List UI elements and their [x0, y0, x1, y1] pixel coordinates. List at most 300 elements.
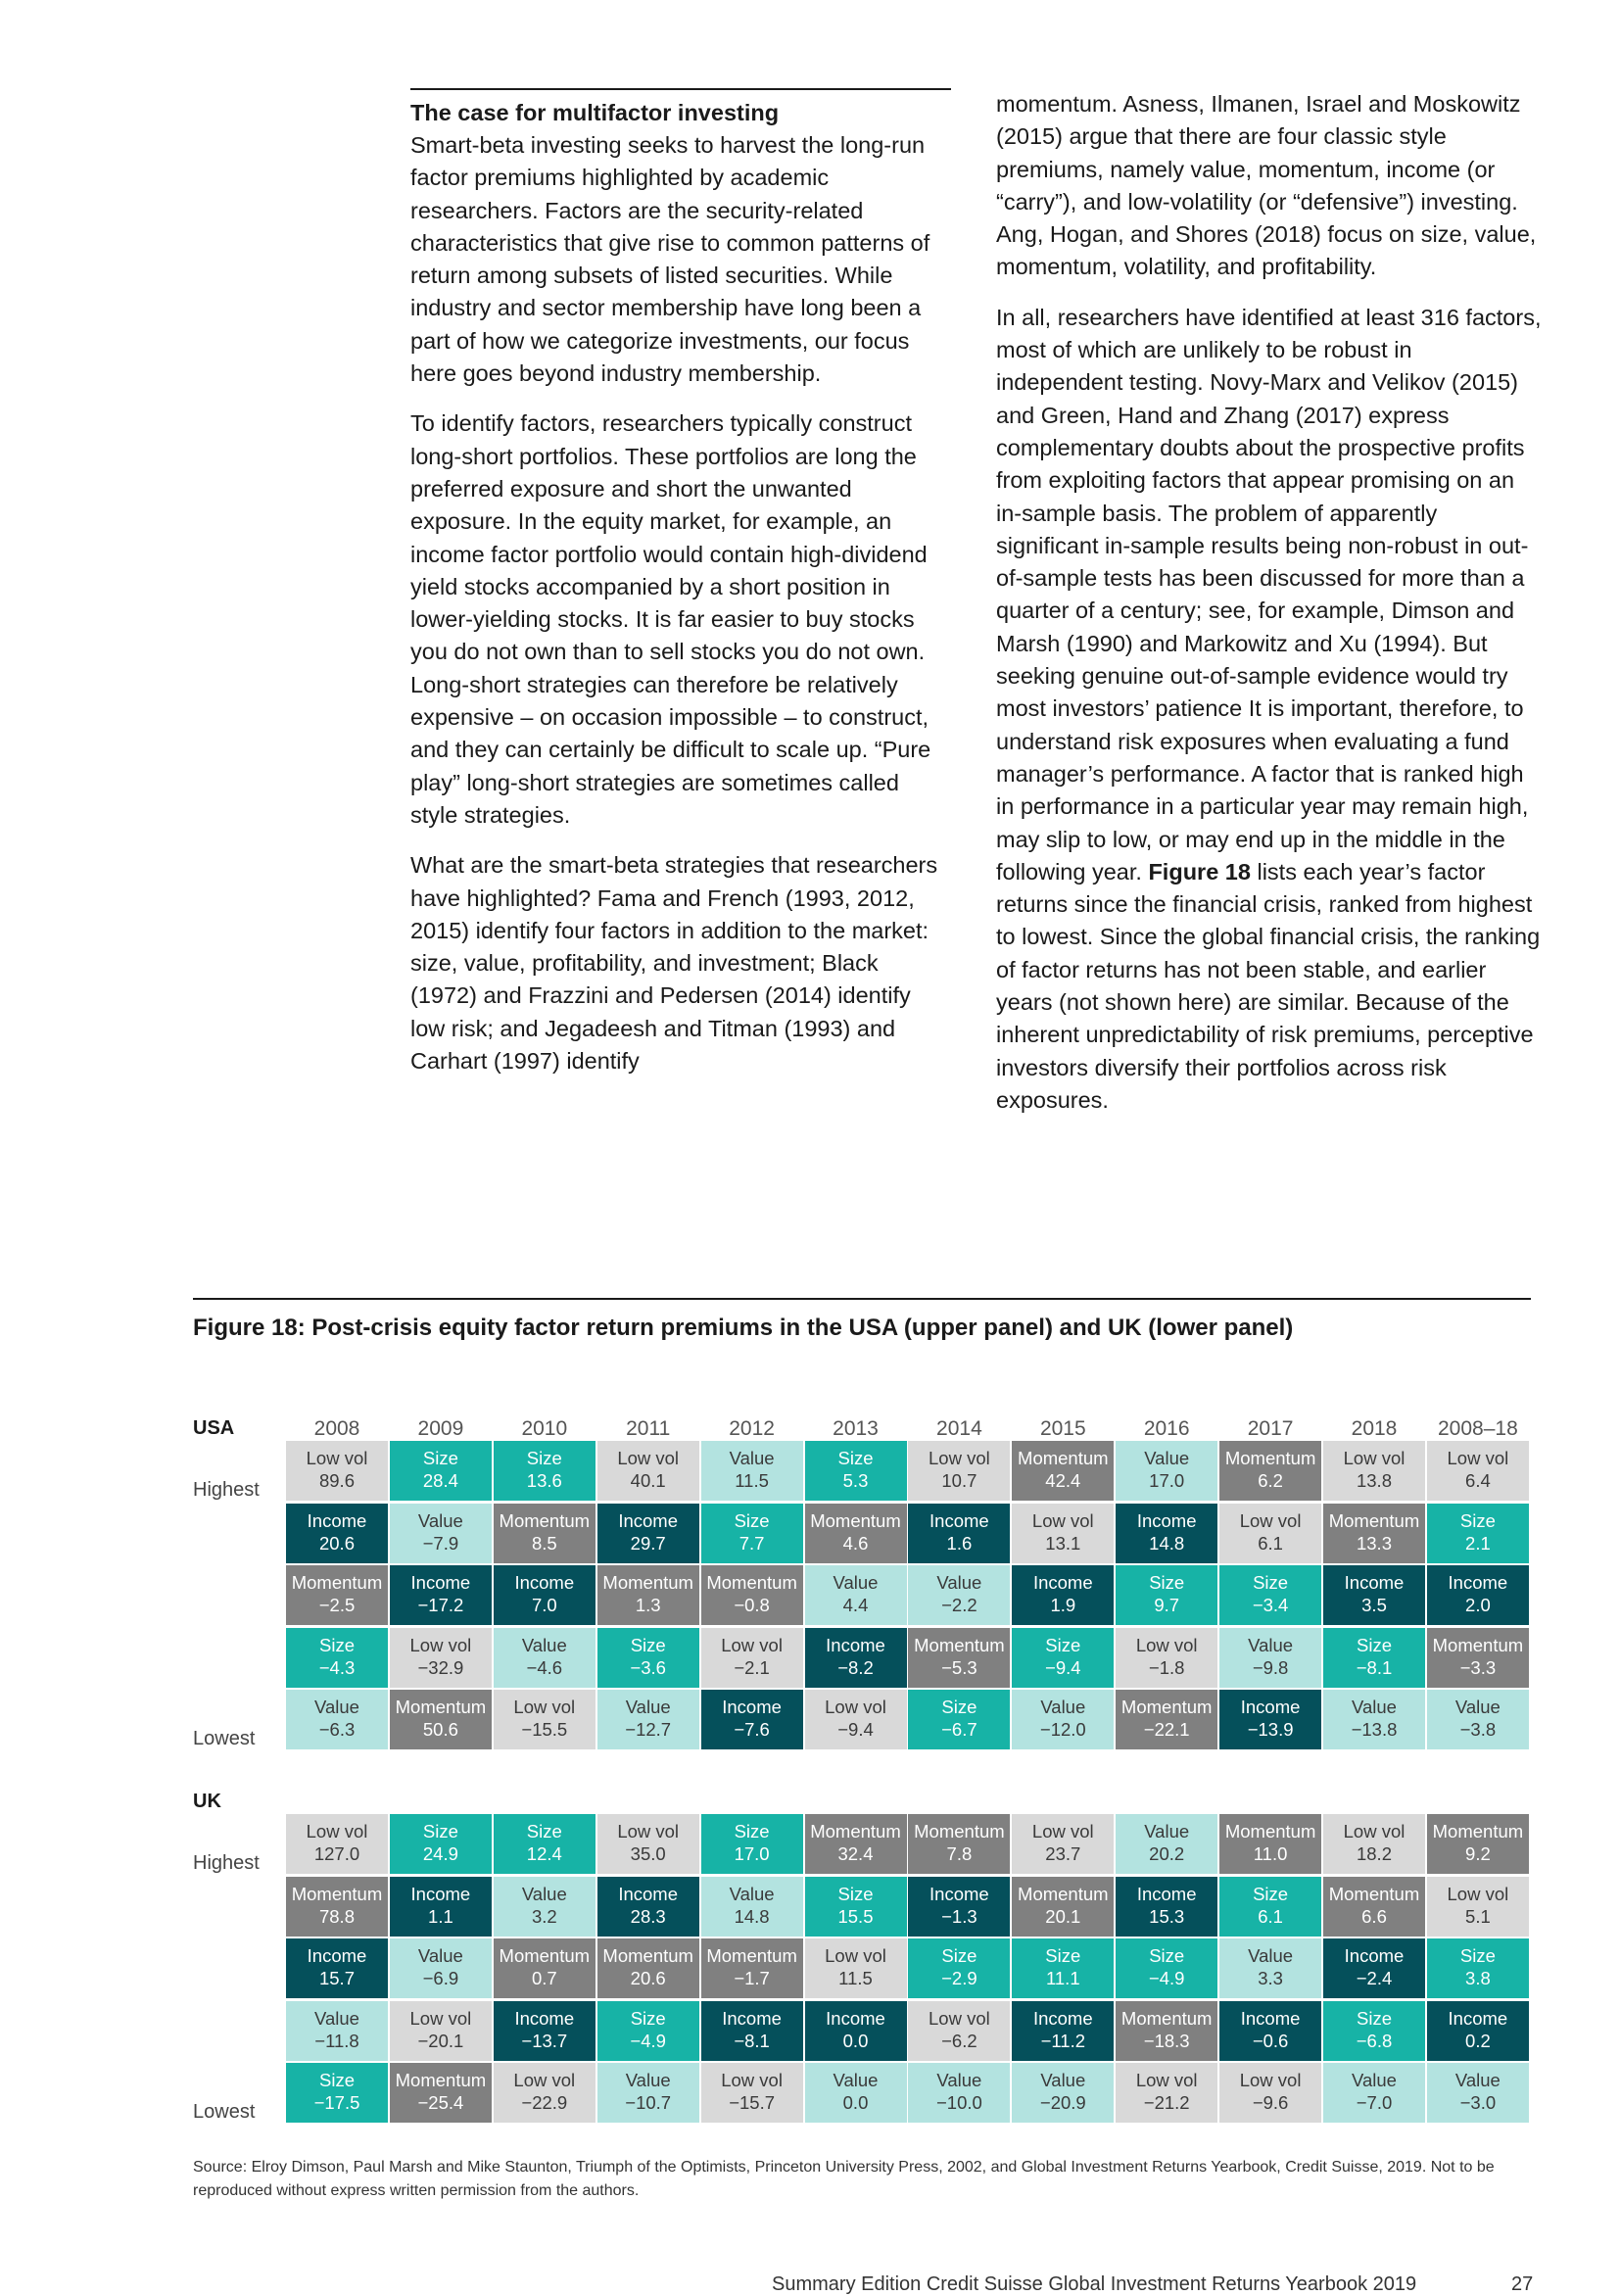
factor-cell: [701, 1690, 803, 1749]
factor-return: 1.9: [1050, 1595, 1076, 1615]
factor-name: Momentum: [1120, 2007, 1213, 2029]
factor-return: 7.8: [946, 1843, 973, 1864]
factor-name: Size: [941, 1945, 977, 1966]
factor-name: Size: [319, 1634, 355, 1655]
factor-name: Momentum: [1432, 1821, 1524, 1842]
factor-name: Low vol: [513, 2070, 576, 2090]
factor-cell: [1116, 2001, 1217, 2061]
factor-name: Momentum: [395, 2070, 487, 2090]
factor-cell: [1323, 1441, 1425, 1501]
factor-cell: [805, 2063, 907, 2123]
factor-cell: [1427, 1628, 1529, 1688]
factor-name: Income: [618, 1883, 679, 1904]
factor-return: −11.2: [1040, 2030, 1086, 2051]
factor-name: Low vol: [1135, 2070, 1198, 2090]
factor-return: 3.8: [1465, 1968, 1491, 1988]
factor-name: Low vol: [409, 2007, 472, 2029]
factor-cell: [701, 1504, 803, 1563]
factor-return: −2.5: [318, 1595, 356, 1615]
factor-name: Income: [826, 1634, 885, 1655]
factor-return: −9.4: [1045, 1656, 1081, 1678]
factor-cell: [1219, 2063, 1321, 2123]
factor-name: Momentum: [706, 1945, 797, 1966]
factor-cell: [286, 2001, 388, 2061]
factor-cell: [701, 1565, 803, 1625]
factor-name: Value: [1144, 1821, 1190, 1842]
factor-name: Size: [837, 1883, 874, 1904]
factor-name: Size: [941, 1697, 977, 1717]
factor-return: 9.2: [1465, 1843, 1491, 1864]
factor-return: −2.1: [734, 1656, 770, 1678]
factor-name: Momentum: [499, 1945, 591, 1966]
factor-return: 14.8: [734, 1905, 770, 1927]
factor-cell: [597, 1565, 699, 1625]
factor-cell: [597, 1877, 699, 1937]
factor-return: −4.3: [318, 1656, 356, 1678]
factor-return: 10.7: [941, 1470, 977, 1491]
factor-cell: [390, 1814, 492, 1874]
factor-name: Value: [417, 1509, 463, 1531]
factor-name: Low vol: [721, 1634, 783, 1655]
factor-name: Size: [422, 1448, 458, 1468]
factor-return: 18.2: [1356, 1843, 1392, 1864]
factor-name: Low vol: [1343, 1448, 1406, 1468]
factor-name: Income: [514, 2007, 575, 2029]
factor-cell: [908, 1814, 1010, 1874]
factor-return: −9.6: [1252, 2092, 1289, 2113]
factor-return: 42.4: [1045, 1470, 1081, 1491]
factor-cell: [390, 1565, 492, 1625]
factor-cell: [1219, 1628, 1321, 1688]
factor-name: Low vol: [306, 1821, 368, 1842]
factor-cell: [494, 1690, 596, 1749]
factor-cell: [494, 1504, 596, 1563]
factor-name: Momentum: [1328, 1883, 1420, 1904]
factor-name: Value: [521, 1634, 567, 1655]
right-paragraph-2: [996, 302, 1545, 1117]
factor-cell: [805, 1628, 907, 1688]
factor-cell: [805, 1877, 907, 1937]
factor-name: Momentum: [1018, 1883, 1109, 1904]
factor-name: Size: [1149, 1572, 1185, 1593]
factor-cell: [390, 1628, 492, 1688]
factor-return: −5.3: [941, 1656, 977, 1678]
factor-name: Income: [1448, 2007, 1508, 2029]
factor-cell: [1116, 1628, 1217, 1688]
factor-return: 20.1: [1045, 1905, 1081, 1927]
factor-name: Size: [630, 2007, 666, 2029]
factor-return: −9.4: [837, 1719, 874, 1740]
panel-label-usa: USA: [193, 1417, 235, 1439]
factor-return: 15.3: [1149, 1905, 1185, 1927]
factor-name: Low vol: [306, 1448, 368, 1468]
year-header: 2015: [1039, 1417, 1086, 1440]
factor-return: −6.9: [422, 1968, 459, 1988]
factor-return: 2.0: [1465, 1595, 1491, 1615]
factor-return: 50.6: [422, 1719, 458, 1740]
factor-name: Value: [1248, 1634, 1294, 1655]
factor-cell: [805, 1938, 907, 1998]
factor-return: 11.5: [735, 1470, 769, 1491]
factor-name: Size: [1045, 1945, 1081, 1966]
factor-name: Momentum: [1328, 1509, 1420, 1531]
factor-return: −3.8: [1459, 1719, 1497, 1740]
factor-cell: [1116, 1938, 1217, 1998]
factor-cell: [1116, 1565, 1217, 1625]
factor-name: Income: [514, 1572, 575, 1593]
factor-cell: [1323, 2063, 1425, 2123]
factor-name: Income: [1240, 1697, 1301, 1717]
factor-cell: [701, 1814, 803, 1874]
figure-title: Figure 18: Post-crisis equity factor return premiums in the USA (upper panel) and UK (lower panel): [193, 1315, 1294, 1341]
factor-name: Size: [319, 2070, 355, 2090]
factor-cell: [1012, 2001, 1114, 2061]
factor-name: Size: [734, 1509, 770, 1531]
factor-name: Size: [1253, 1883, 1289, 1904]
factor-return: 12.4: [526, 1843, 562, 1864]
factor-name: Value: [1352, 1697, 1397, 1717]
factor-return: −0.8: [734, 1595, 770, 1615]
rank-label-highest: Highest: [193, 1852, 260, 1874]
factor-cell: [1427, 1504, 1529, 1563]
factor-name: Momentum: [810, 1509, 901, 1531]
factor-return: −3.6: [630, 1656, 666, 1678]
factor-name: Income: [307, 1509, 367, 1531]
factor-return: 11.0: [1253, 1843, 1288, 1864]
factor-cell: [1219, 1441, 1321, 1501]
factor-cell: [1012, 1938, 1114, 1998]
factor-name: Value: [314, 2007, 359, 2029]
factor-return: 4.4: [842, 1595, 869, 1615]
year-header: 2017: [1247, 1417, 1294, 1440]
factor-name: Value: [625, 1697, 671, 1717]
factor-name: Value: [1454, 1697, 1501, 1717]
factor-return: −12.0: [1039, 1719, 1086, 1740]
factor-cell: [908, 1877, 1010, 1937]
factor-cell: [701, 2001, 803, 2061]
factor-cell: [908, 1565, 1010, 1625]
factor-cell: [1219, 1877, 1321, 1937]
factor-cell: [805, 1565, 907, 1625]
factor-name: Value: [1352, 2070, 1397, 2090]
year-header: 2008: [313, 1417, 360, 1440]
factor-cell: [1012, 1814, 1114, 1874]
figure-reference: Figure 18: [1148, 858, 1251, 885]
factor-name: Momentum: [1018, 1448, 1109, 1468]
factor-name: Momentum: [1432, 1634, 1524, 1655]
factor-return: 13.1: [1045, 1532, 1081, 1554]
factor-name: Value: [1040, 1697, 1086, 1717]
factor-name: Momentum: [914, 1634, 1005, 1655]
factor-return: −17.5: [313, 2092, 360, 2113]
factor-return: 24.9: [422, 1843, 458, 1864]
year-header: 2010: [521, 1417, 568, 1440]
factor-return: −6.3: [318, 1719, 356, 1740]
factor-return: −13.7: [521, 2030, 568, 2051]
factor-return: 78.8: [318, 1905, 355, 1927]
year-header: 2018: [1351, 1417, 1398, 1440]
factor-name: Income: [1032, 1572, 1093, 1593]
factor-name: Value: [417, 1945, 463, 1966]
figure-rule: [193, 1298, 1531, 1300]
factor-return: 13.6: [526, 1470, 562, 1491]
factor-return: −4.9: [630, 2030, 666, 2051]
factor-return: 28.3: [630, 1905, 666, 1927]
factor-cell: [701, 1441, 803, 1501]
factor-cell: [1323, 1628, 1425, 1688]
factor-name: Income: [929, 1883, 989, 1904]
factor-name: Low vol: [1239, 2070, 1302, 2090]
factor-name: Income: [1136, 1509, 1197, 1531]
factor-name: Income: [1448, 1572, 1508, 1593]
factor-return: 5.3: [842, 1470, 869, 1491]
factor-name: Size: [1253, 1572, 1289, 1593]
factor-return: 17.0: [1149, 1470, 1185, 1491]
factor-name: Size: [1149, 1945, 1185, 1966]
factor-cell: [1116, 1441, 1217, 1501]
factor-cell: [1012, 1441, 1114, 1501]
factor-cell: [494, 1877, 596, 1937]
factor-name: Income: [826, 2007, 885, 2029]
factor-return: 20.2: [1149, 1843, 1185, 1864]
factor-return: 89.6: [318, 1470, 355, 1491]
factor-return: 15.5: [837, 1905, 874, 1927]
factor-return: 127.0: [313, 1843, 360, 1864]
factor-name: Value: [314, 1697, 359, 1717]
factor-name: Value: [729, 1883, 775, 1904]
factor-return: −9.8: [1252, 1656, 1289, 1678]
factor-return: 0.7: [531, 1968, 557, 1988]
factor-return: −7.6: [734, 1719, 770, 1740]
factor-return: 1.6: [946, 1532, 973, 1554]
factor-return: 13.3: [1356, 1532, 1392, 1554]
factor-name: Low vol: [409, 1634, 472, 1655]
factor-name: Size: [526, 1821, 562, 1842]
factor-return: −13.9: [1247, 1719, 1294, 1740]
factor-return: 8.5: [531, 1532, 557, 1554]
factor-cell: [286, 1938, 388, 1998]
factor-cell: [805, 1504, 907, 1563]
factor-cell: [597, 1441, 699, 1501]
factor-cell: [494, 1565, 596, 1625]
factor-cell: [286, 1690, 388, 1749]
factor-return: 3.2: [531, 1905, 557, 1927]
factor-cell: [1427, 1441, 1529, 1501]
article-right-column: [996, 88, 1545, 1134]
factor-return: −6.8: [1356, 2030, 1393, 2051]
factor-cell: [1323, 1938, 1425, 1998]
factor-return: 0.0: [842, 2092, 869, 2113]
right-paragraph-2-text-a: In all, researchers have identified at least 316 factors, most of which are unlikely to be robust in independent testing. Novy-Marx and Velikov (2015) and Green, Hand and Zhang (2017) express complementary doubts about the prospective profits from exploiting factors that appear promising on an in-sample basis. The problem of apparently significant in-sample results being non-robust in out-of-sample tests has been discussed for more than a quarter of a century; see, for example, Dimson and Marsh (1990) and Markowitz and Xu (1994). But seeking genuine out-of-sample evidence would try most investors’ patience It is important, therefore, to understand risk exposures when evaluating a fund manager’s performance. A factor that is ranked high in performance in a particular year may remain high, may slip to low, or may end up in the middle in the following year.: [996, 304, 1542, 885]
factor-return: −2.4: [1356, 1968, 1393, 1988]
factor-cell: [1012, 1565, 1114, 1625]
factor-return: 6.6: [1361, 1905, 1387, 1927]
factor-name: Momentum: [602, 1945, 693, 1966]
factor-name: Value: [1040, 2070, 1086, 2090]
factor-return: 17.0: [734, 1843, 770, 1864]
factor-name: Income: [1344, 1945, 1405, 1966]
factor-return: −4.9: [1148, 1968, 1185, 1988]
factor-cell: [390, 1504, 492, 1563]
factor-name: Income: [722, 1697, 782, 1717]
factor-name: Income: [1240, 2007, 1301, 2029]
factor-cell: [286, 1877, 388, 1937]
factor-return: −10.0: [935, 2092, 982, 2113]
factor-cell: [908, 1690, 1010, 1749]
factor-cell: [597, 1504, 699, 1563]
factor-name: Momentum: [1224, 1821, 1316, 1842]
factor-cell: [1219, 1938, 1321, 1998]
factor-name: Value: [625, 2070, 671, 2090]
factor-cell: [908, 1938, 1010, 1998]
factor-cell: [1116, 2063, 1217, 2123]
factor-cell: [286, 2063, 388, 2123]
factor-cell: [494, 2063, 596, 2123]
factor-name: Low vol: [1135, 1634, 1198, 1655]
factor-return: −2.9: [941, 1968, 977, 1988]
factor-return: −10.7: [625, 2092, 672, 2113]
article-left-column: [410, 88, 951, 1095]
factor-cell: [286, 1504, 388, 1563]
factor-cell: [1323, 2001, 1425, 2061]
factor-return: 5.1: [1465, 1905, 1491, 1927]
factor-cell: [1323, 1877, 1425, 1937]
factor-cell: [1427, 1814, 1529, 1874]
factor-return: 2.1: [1465, 1532, 1491, 1554]
factor-cell: [1219, 1814, 1321, 1874]
rank-label-lowest: Lowest: [193, 2101, 256, 2123]
factor-name: Momentum: [810, 1821, 901, 1842]
factor-return: 13.8: [1356, 1470, 1392, 1491]
factor-return: −8.1: [734, 2030, 770, 2051]
factor-cell: [805, 1814, 907, 1874]
factor-return: 6.4: [1465, 1470, 1491, 1491]
factor-return: 11.5: [838, 1968, 873, 1988]
factor-cell: [390, 1690, 492, 1749]
factor-return: −6.7: [941, 1719, 977, 1740]
factor-return: −21.2: [1143, 2092, 1190, 2113]
factor-name: Size: [1459, 1945, 1496, 1966]
factor-name: Momentum: [395, 1697, 487, 1717]
factor-cell: [1323, 1814, 1425, 1874]
factor-name: Income: [618, 1509, 679, 1531]
factor-cell: [494, 1441, 596, 1501]
factor-return: 20.6: [318, 1532, 355, 1554]
factor-name: Low vol: [1031, 1509, 1094, 1531]
year-header: 2016: [1143, 1417, 1190, 1440]
factor-name: Value: [521, 1883, 567, 1904]
factor-cell: [1219, 1690, 1321, 1749]
factor-return: 7.0: [531, 1595, 557, 1615]
factor-name: Size: [1357, 2007, 1392, 2029]
factor-cell: [597, 2001, 699, 2061]
factor-name: Momentum: [291, 1883, 383, 1904]
factor-return: −13.8: [1351, 1719, 1398, 1740]
factor-name: Value: [1144, 1448, 1190, 1468]
factor-return: −6.2: [941, 2030, 977, 2051]
factor-cell: [1219, 2001, 1321, 2061]
factor-return: −11.8: [314, 2030, 359, 2051]
year-header: 2013: [833, 1417, 879, 1440]
left-paragraph-2: To identify factors, researchers typically construct long-short portfolios. These portfolios are long the preferred exposure and short the unwanted exposure. In the equity market, for example, an income factor portfolio would contain high-dividend yield stocks accompanied by a short position in lower-yielding stocks. It is far easier to buy stocks you do not own than to sell stocks you do not own. Long-short strategies can therefore be relatively expensive – on occasion impossible – to construct, and they can certainly be difficult to scale up. “Pure play” long-short strategies are sometimes called style strategies.: [410, 410, 931, 828]
factor-name: Value: [833, 2070, 879, 2090]
factor-return: 0.0: [842, 2030, 869, 2051]
factor-return: −3.3: [1459, 1656, 1497, 1678]
factor-return: −3.0: [1459, 2092, 1497, 2113]
factor-return: 7.7: [739, 1532, 765, 1554]
factor-cell: [390, 1441, 492, 1501]
factor-name: Value: [1454, 2070, 1501, 2090]
factor-return: 3.3: [1258, 1968, 1283, 1988]
factor-return: −15.7: [729, 2092, 775, 2113]
factor-name: Size: [422, 1821, 458, 1842]
factor-name: Income: [1032, 2007, 1093, 2029]
factor-cell: [1323, 1690, 1425, 1749]
factor-return: 32.4: [837, 1843, 874, 1864]
factor-return: −7.9: [422, 1532, 459, 1554]
factor-return: 29.7: [630, 1532, 666, 1554]
factor-cell: [1323, 1565, 1425, 1625]
factor-return: −12.7: [625, 1719, 672, 1740]
factor-return: 3.5: [1361, 1595, 1387, 1615]
factor-cell: [390, 2063, 492, 2123]
year-header: 2014: [936, 1417, 982, 1440]
factor-return: −7.0: [1356, 2092, 1393, 2113]
factor-cell: [1427, 1938, 1529, 1998]
factor-cell: [494, 1938, 596, 1998]
factor-name: Size: [630, 1634, 666, 1655]
factor-cell: [701, 1628, 803, 1688]
factor-cell: [286, 1628, 388, 1688]
factor-cell: [1427, 2063, 1529, 2123]
factor-name: Value: [729, 1448, 775, 1468]
factor-return: −20.1: [417, 2030, 464, 2051]
factor-cell: [494, 1628, 596, 1688]
factor-name: Low vol: [513, 1697, 576, 1717]
factor-return: 1.3: [635, 1595, 661, 1615]
factor-cell: [1427, 1565, 1529, 1625]
factor-name: Income: [1344, 1572, 1405, 1593]
factor-return: 1.1: [428, 1905, 453, 1927]
page-number: 27: [1511, 2273, 1534, 2295]
factor-cell: [1427, 1690, 1529, 1749]
factor-cell: [1012, 1504, 1114, 1563]
factor-name: Low vol: [825, 1945, 886, 1966]
factor-return: 40.1: [630, 1470, 666, 1491]
factor-cell: [908, 2001, 1010, 2061]
year-header: 2012: [729, 1417, 775, 1440]
factor-cell: [701, 1938, 803, 1998]
factor-return: 11.1: [1045, 1968, 1080, 1988]
factor-cell: [908, 1441, 1010, 1501]
factor-name: Low vol: [1031, 1821, 1094, 1842]
factor-return: 6.1: [1258, 1532, 1283, 1554]
factor-return: 35.0: [630, 1843, 666, 1864]
factor-name: Momentum: [499, 1509, 591, 1531]
factor-name: Momentum: [914, 1821, 1005, 1842]
factor-cell: [597, 1628, 699, 1688]
factor-name: Size: [734, 1821, 770, 1842]
factor-return: −1.8: [1148, 1656, 1185, 1678]
right-paragraph-1: momentum. Asness, Ilmanen, Israel and Moskowitz (2015) argue that there are four classic style premiums, namely value, momentum, income (or “carry”), and low-volatility (or “defensive”) investing. Ang, Hogan, and Shores (2018) focus on size, value, momentum, volatility, and profitability.: [996, 91, 1537, 280]
factor-cell: [701, 1877, 803, 1937]
section-heading: The case for multifactor investing: [410, 100, 780, 125]
factor-return: −20.9: [1039, 2092, 1086, 2113]
factor-name: Low vol: [825, 1697, 886, 1717]
factor-return: −8.1: [1356, 1656, 1393, 1678]
factor-return: 0.2: [1465, 2030, 1491, 2051]
factor-return: −4.6: [526, 1656, 563, 1678]
